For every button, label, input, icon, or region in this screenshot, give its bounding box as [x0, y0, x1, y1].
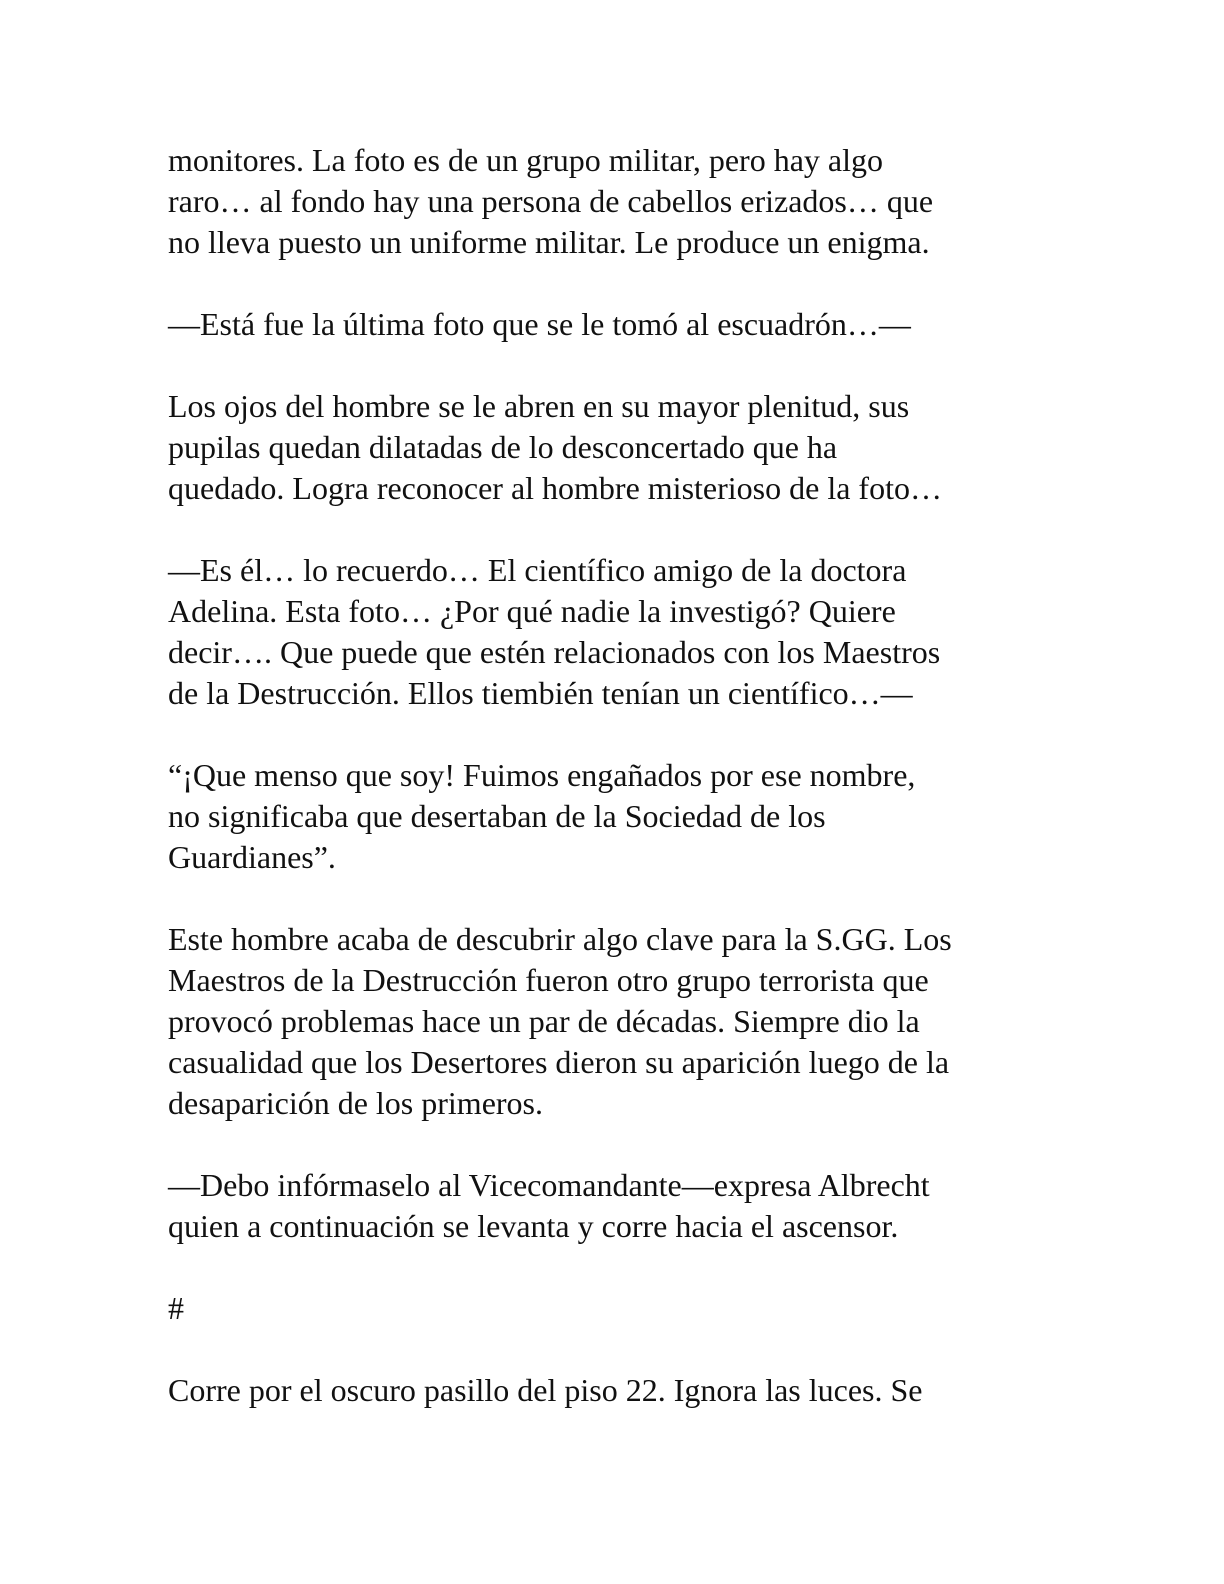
paragraph [168, 140, 1068, 263]
text-line: Este hombre acaba de descubrir algo clave para la S.GG. Los [168, 921, 952, 957]
text-line: desaparición de los primeros. [168, 1085, 543, 1121]
text-line: decir…. Que puede que estén relacionados con los Maestros [168, 634, 941, 670]
text-line: Maestros de la Destrucción fueron otro grupo terrorista que [168, 962, 929, 998]
text-line: —Está fue la última foto que se le tomó al escuadrón…— [168, 306, 911, 342]
scene-break [168, 1288, 1068, 1329]
text-line: “¡Que menso que soy! Fuimos engañados por ese nombre, [168, 757, 916, 793]
text-line: quedado. Logra reconocer al hombre misterioso de la foto… [168, 470, 942, 506]
text-line: Adelina. Esta foto… ¿Por qué nadie la investigó? Quiere [168, 593, 896, 629]
text-line: de la Destrucción. Ellos tiembién tenían un científico…— [168, 675, 913, 711]
text-line: —Debo infórmaselo al Vicecomandante—expresa Albrecht [168, 1167, 930, 1203]
text-line: pupilas quedan dilatadas de lo desconcertado que ha [168, 429, 838, 465]
text-line: no significaba que desertaban de la Sociedad de los [168, 798, 826, 834]
paragraph [168, 550, 1068, 714]
text-line: no lleva puesto un uniforme militar. Le produce un enigma. [168, 224, 930, 260]
text-line: # [168, 1290, 184, 1326]
text-line: —Es él… lo recuerdo… El científico amigo de la doctora [168, 552, 907, 588]
paragraph [168, 1165, 1068, 1247]
paragraph [168, 919, 1068, 1124]
paragraph [168, 386, 1068, 509]
text-line: casualidad que los Desertores dieron su aparición luego de la [168, 1044, 950, 1080]
paragraph [168, 1370, 1068, 1411]
document-page [168, 140, 1068, 1452]
text-line: Corre por el oscuro pasillo del piso 22. Ignora las luces. Se [168, 1372, 923, 1408]
text-line: Guardianes”. [168, 839, 336, 875]
paragraph [168, 304, 1068, 345]
text-line: Los ojos del hombre se le abren en su mayor plenitud, sus [168, 388, 910, 424]
text-line: monitores. La foto es de un grupo militar, pero hay algo [168, 142, 883, 178]
text-line: raro… al fondo hay una persona de cabellos erizados… que [168, 183, 934, 219]
text-line: quien a continuación se levanta y corre hacia el ascensor. [168, 1208, 899, 1244]
text-line: provocó problemas hace un par de décadas. Siempre dio la [168, 1003, 920, 1039]
paragraph [168, 755, 1068, 878]
